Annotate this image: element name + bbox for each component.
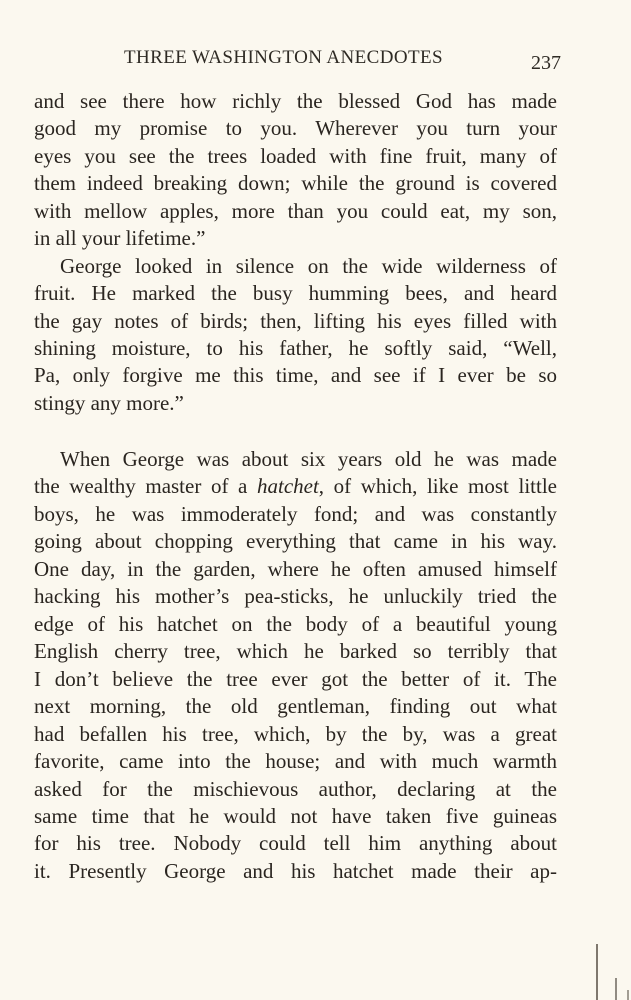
text-line: asked for the mischievous author, declaring at the: [34, 777, 557, 801]
text-line: had befallen his tree, which, by the by, was a great: [34, 722, 557, 746]
page-edge-mark: [627, 990, 629, 1000]
text-line: the gay notes of birds; then, lifting his eyes filled with: [34, 309, 557, 333]
text-line: next morning, the old gentleman, finding out what: [34, 694, 557, 718]
text-line: shining moisture, to his father, he softly said, “Well,: [34, 336, 557, 360]
text-line: and see there how richly the blessed God has made: [34, 89, 557, 113]
text-line: English cherry tree, which he barked so terribly that: [34, 639, 557, 663]
text-line: edge of his hatchet on the body of a beautiful young: [34, 612, 557, 636]
text-line: favorite, came into the house; and with much warmth: [34, 749, 557, 773]
text-line: stingy any more.”: [34, 391, 184, 415]
text-span: the wealthy master of a: [34, 474, 257, 498]
text-line: with mellow apples, more than you could eat, my son,: [34, 199, 557, 223]
text-line: it. Presently George and his hatchet made their ap-: [34, 859, 557, 883]
text-line: Pa, only forgive me this time, and see if I ever be so: [34, 363, 557, 387]
text-span: , of which, like most little: [318, 474, 557, 498]
page-number: 237: [531, 52, 561, 74]
text-line: fruit. He marked the busy humming bees, and heard: [34, 281, 557, 305]
page-edge-mark: [615, 978, 617, 1000]
text-line: hacking his mother’s pea-sticks, he unluckily tried the: [34, 584, 557, 608]
text-line: One day, in the garden, where he often amused himself: [34, 557, 557, 581]
italic-word-hatchet: hatchet: [256, 474, 319, 498]
text-line: for his tree. Nobody could tell him anything about: [34, 831, 557, 855]
text-line: George looked in silence on the wide wilderness of: [60, 254, 557, 278]
text-line: them indeed breaking down; while the ground is covered: [34, 171, 557, 195]
text-line: boys, he was immoderately fond; and was constantly: [34, 502, 557, 526]
running-head: THREE WASHINGTON ANECDOTES: [124, 47, 443, 68]
text-line: going about chopping everything that came in his way.: [34, 529, 557, 553]
text-line-with-italic: [34, 473, 557, 500]
text-line: eyes you see the trees loaded with fine fruit, many of: [34, 144, 557, 168]
text-line: I don’t believe the tree ever got the better of it. The: [34, 667, 557, 691]
text-line: same time that he would not have taken five guineas: [34, 804, 557, 828]
text-line: in all your lifetime.”: [34, 226, 206, 250]
text-line: good my promise to you. Wherever you turn your: [34, 116, 557, 140]
text-line: When George was about six years old he was made: [60, 447, 557, 471]
page-edge-mark: [596, 944, 598, 1000]
